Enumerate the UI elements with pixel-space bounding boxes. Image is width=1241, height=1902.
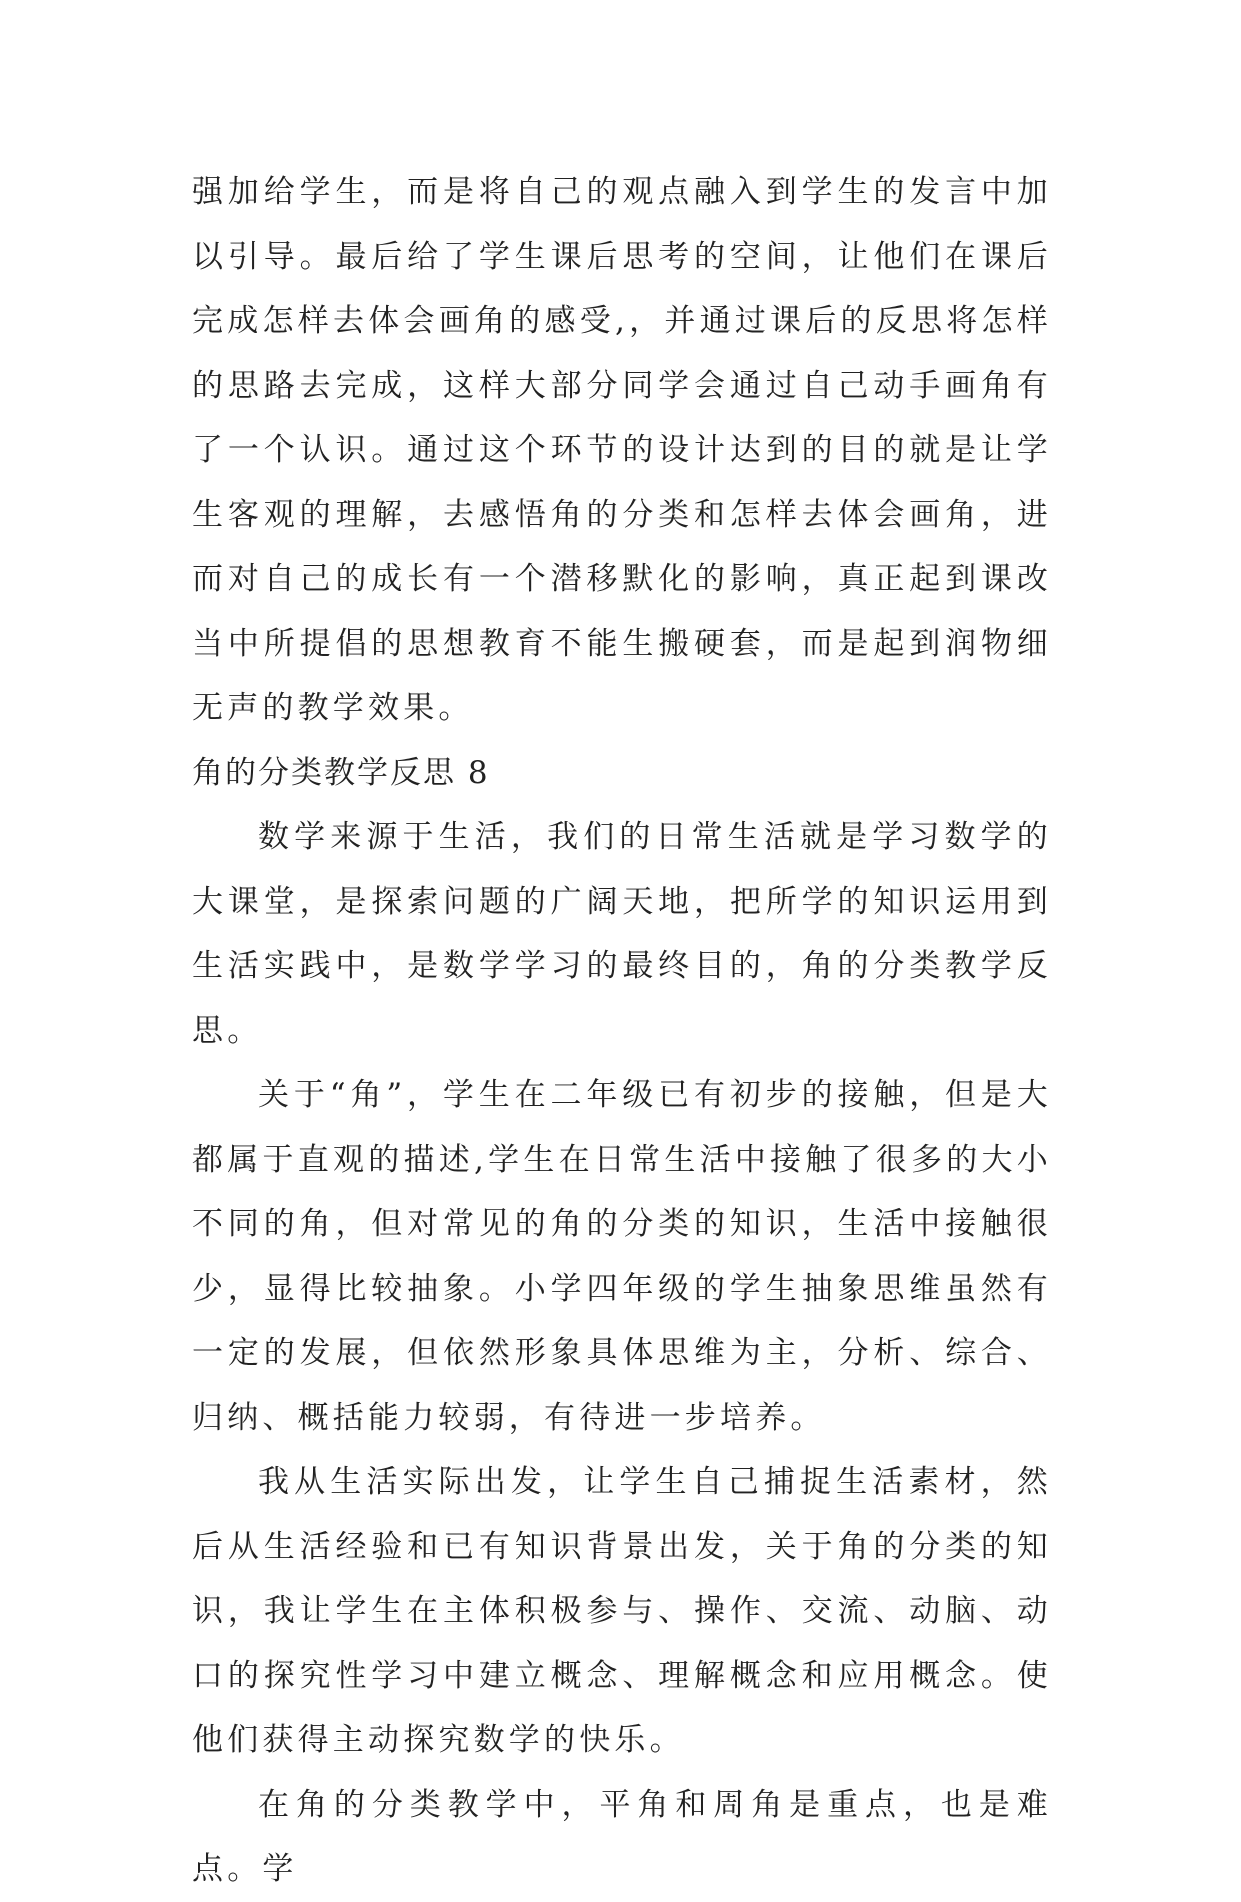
document-body <box>192 160 1052 1902</box>
paragraph: 关于“角”，学生在二年级已有初步的接触，但是大都属于直观的描述,学生在日常生活中接触了很多的大小不同的角，但对常见的角的分类的知识，生活中接触很少，显得比较抽象。小学四年级的学生抽象思维虽然有一定的发展，但依然形象具体思维为主，分析、综合、归纳、概括能力较弱，有待进一步培养。 <box>192 1077 1052 1436</box>
paragraph: 我从生活实际出发，让学生自己捕捉生活素材，然后从生活经验和已有知识背景出发，关于角的分类的知识，我让学生在主体积极参与、操作、交流、动脑、动口的探究性学习中建立概念、理解概念和应用概念。使他们获得主动探究数学的快乐。 <box>192 1464 1052 1758</box>
paragraph: 在角的分类教学中，平角和周角是重点，也是难点。学 <box>192 1786 1052 1887</box>
section-heading: 角的分类教学反思 8 <box>192 754 490 791</box>
paragraph-continuation: 强加给学生，而是将自己的观点融入到学生的发言中加以引导。最后给了学生课后思考的空间，让他们在课后完成怎样去体会画角的感受,，并通过课后的反思将怎样的思路去完成，这样大部分同学会通过自己动手画角有了一个认识。通过这个环节的设计达到的目的就是让学生客观的理解，去感悟角的分类和怎样去体会画角，进而对自己的成长有一个潜移默化的影响，真正起到课改当中所提倡的思想教育不能生搬硬套，而是起到润物细无声的教学效果。 <box>192 174 1052 726</box>
paragraph: 数学来源于生活，我们的日常生活就是学习数学的大课堂，是探索问题的广阔天地，把所学的知识运用到生活实践中，是数学学习的最终目的，角的分类教学反思。 <box>192 819 1052 1049</box>
